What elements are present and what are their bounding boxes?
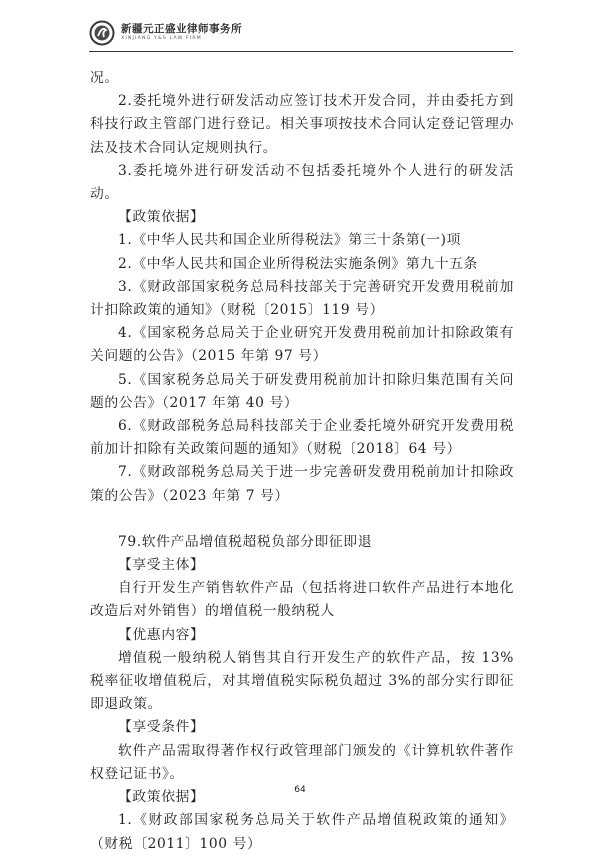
letterhead [89, 18, 242, 48]
page-number: 64 [294, 785, 306, 795]
header-rule [89, 51, 513, 52]
item-title: 79.软件产品增值税超税负部分即征即退 [118, 533, 373, 550]
paragraph: 增值税一般纳税人销售其自行开发生产的软件产品，按 13%税率征收增值税后，对其增值税实际税负超过 3%的部分实行即征即退政策。 [90, 649, 514, 713]
section-heading: 【享受主体】 [118, 557, 205, 574]
reference-item: 7.《财政部税务总局关于进一步完善研发费用税前加计扣除政策的公告》（2023 年第 7 号） [90, 464, 514, 504]
reference-item: 1.《中华人民共和国企业所得税法》第三十条第(一)项 [118, 232, 462, 249]
reference-item: 5.《国家税务总局关于研发费用税前加计扣除归集范围有关问题的公告》（2017 年第 40 号） [90, 371, 514, 411]
firm-name-english: XINJIANG Y&S LAW FIRM [121, 35, 202, 41]
reference-item: 2.《中华人民共和国企业所得税法实施条例》第九十五条 [118, 255, 478, 272]
reference-item: 6.《财政部税务总局科技部关于企业委托境外研究开发费用税前加计扣除有关政策问题的通知》（财税〔2018〕64 号） [90, 418, 514, 458]
firm-logo-icon [89, 20, 115, 46]
reference-item: 4.《国家税务总局关于企业研究开发费用税前加计扣除政策有关问题的公告》（2015 年第 97 号） [90, 325, 514, 365]
paragraph: 2.委托境外进行研发活动应签订技术开发合同，并由委托方到科技行政主管部门进行登记。相关事项按技术合同认定登记管理办法及技术合同认定规则执行。 [90, 93, 514, 156]
document-body [90, 67, 514, 856]
section-heading: 【政策依据】 [118, 209, 205, 226]
paragraph: 自行开发生产销售软件产品（包括将进口软件产品进行本地化改造后对外销售）的增值税一般纳税人 [90, 580, 514, 620]
reference-item: 3.《财政部国家税务总局科技部关于完善研究开发费用税前加计扣除政策的通知》（财税〔2015〕119 号） [90, 278, 514, 319]
reference-item: 1.《财政部国家税务总局关于软件产品增值税政策的通知》（财税〔2011〕100 号） [90, 812, 514, 852]
paragraph: 软件产品需取得著作权行政管理部门颁发的《计算机软件著作权登记证书》。 [90, 742, 514, 782]
firm-name-chinese: 新疆元正盛业律师事务所 [121, 23, 242, 36]
paragraph-continuation: 况。 [90, 70, 119, 86]
paragraph: 3.委托境外进行研发活动不包括委托境外个人进行的研发活动。 [90, 162, 514, 203]
blank-line [90, 508, 514, 531]
section-heading: 【政策依据】 [118, 789, 205, 806]
firm-name [121, 24, 242, 41]
section-heading: 【享受条件】 [118, 719, 205, 736]
section-heading: 【优惠内容】 [118, 626, 205, 643]
